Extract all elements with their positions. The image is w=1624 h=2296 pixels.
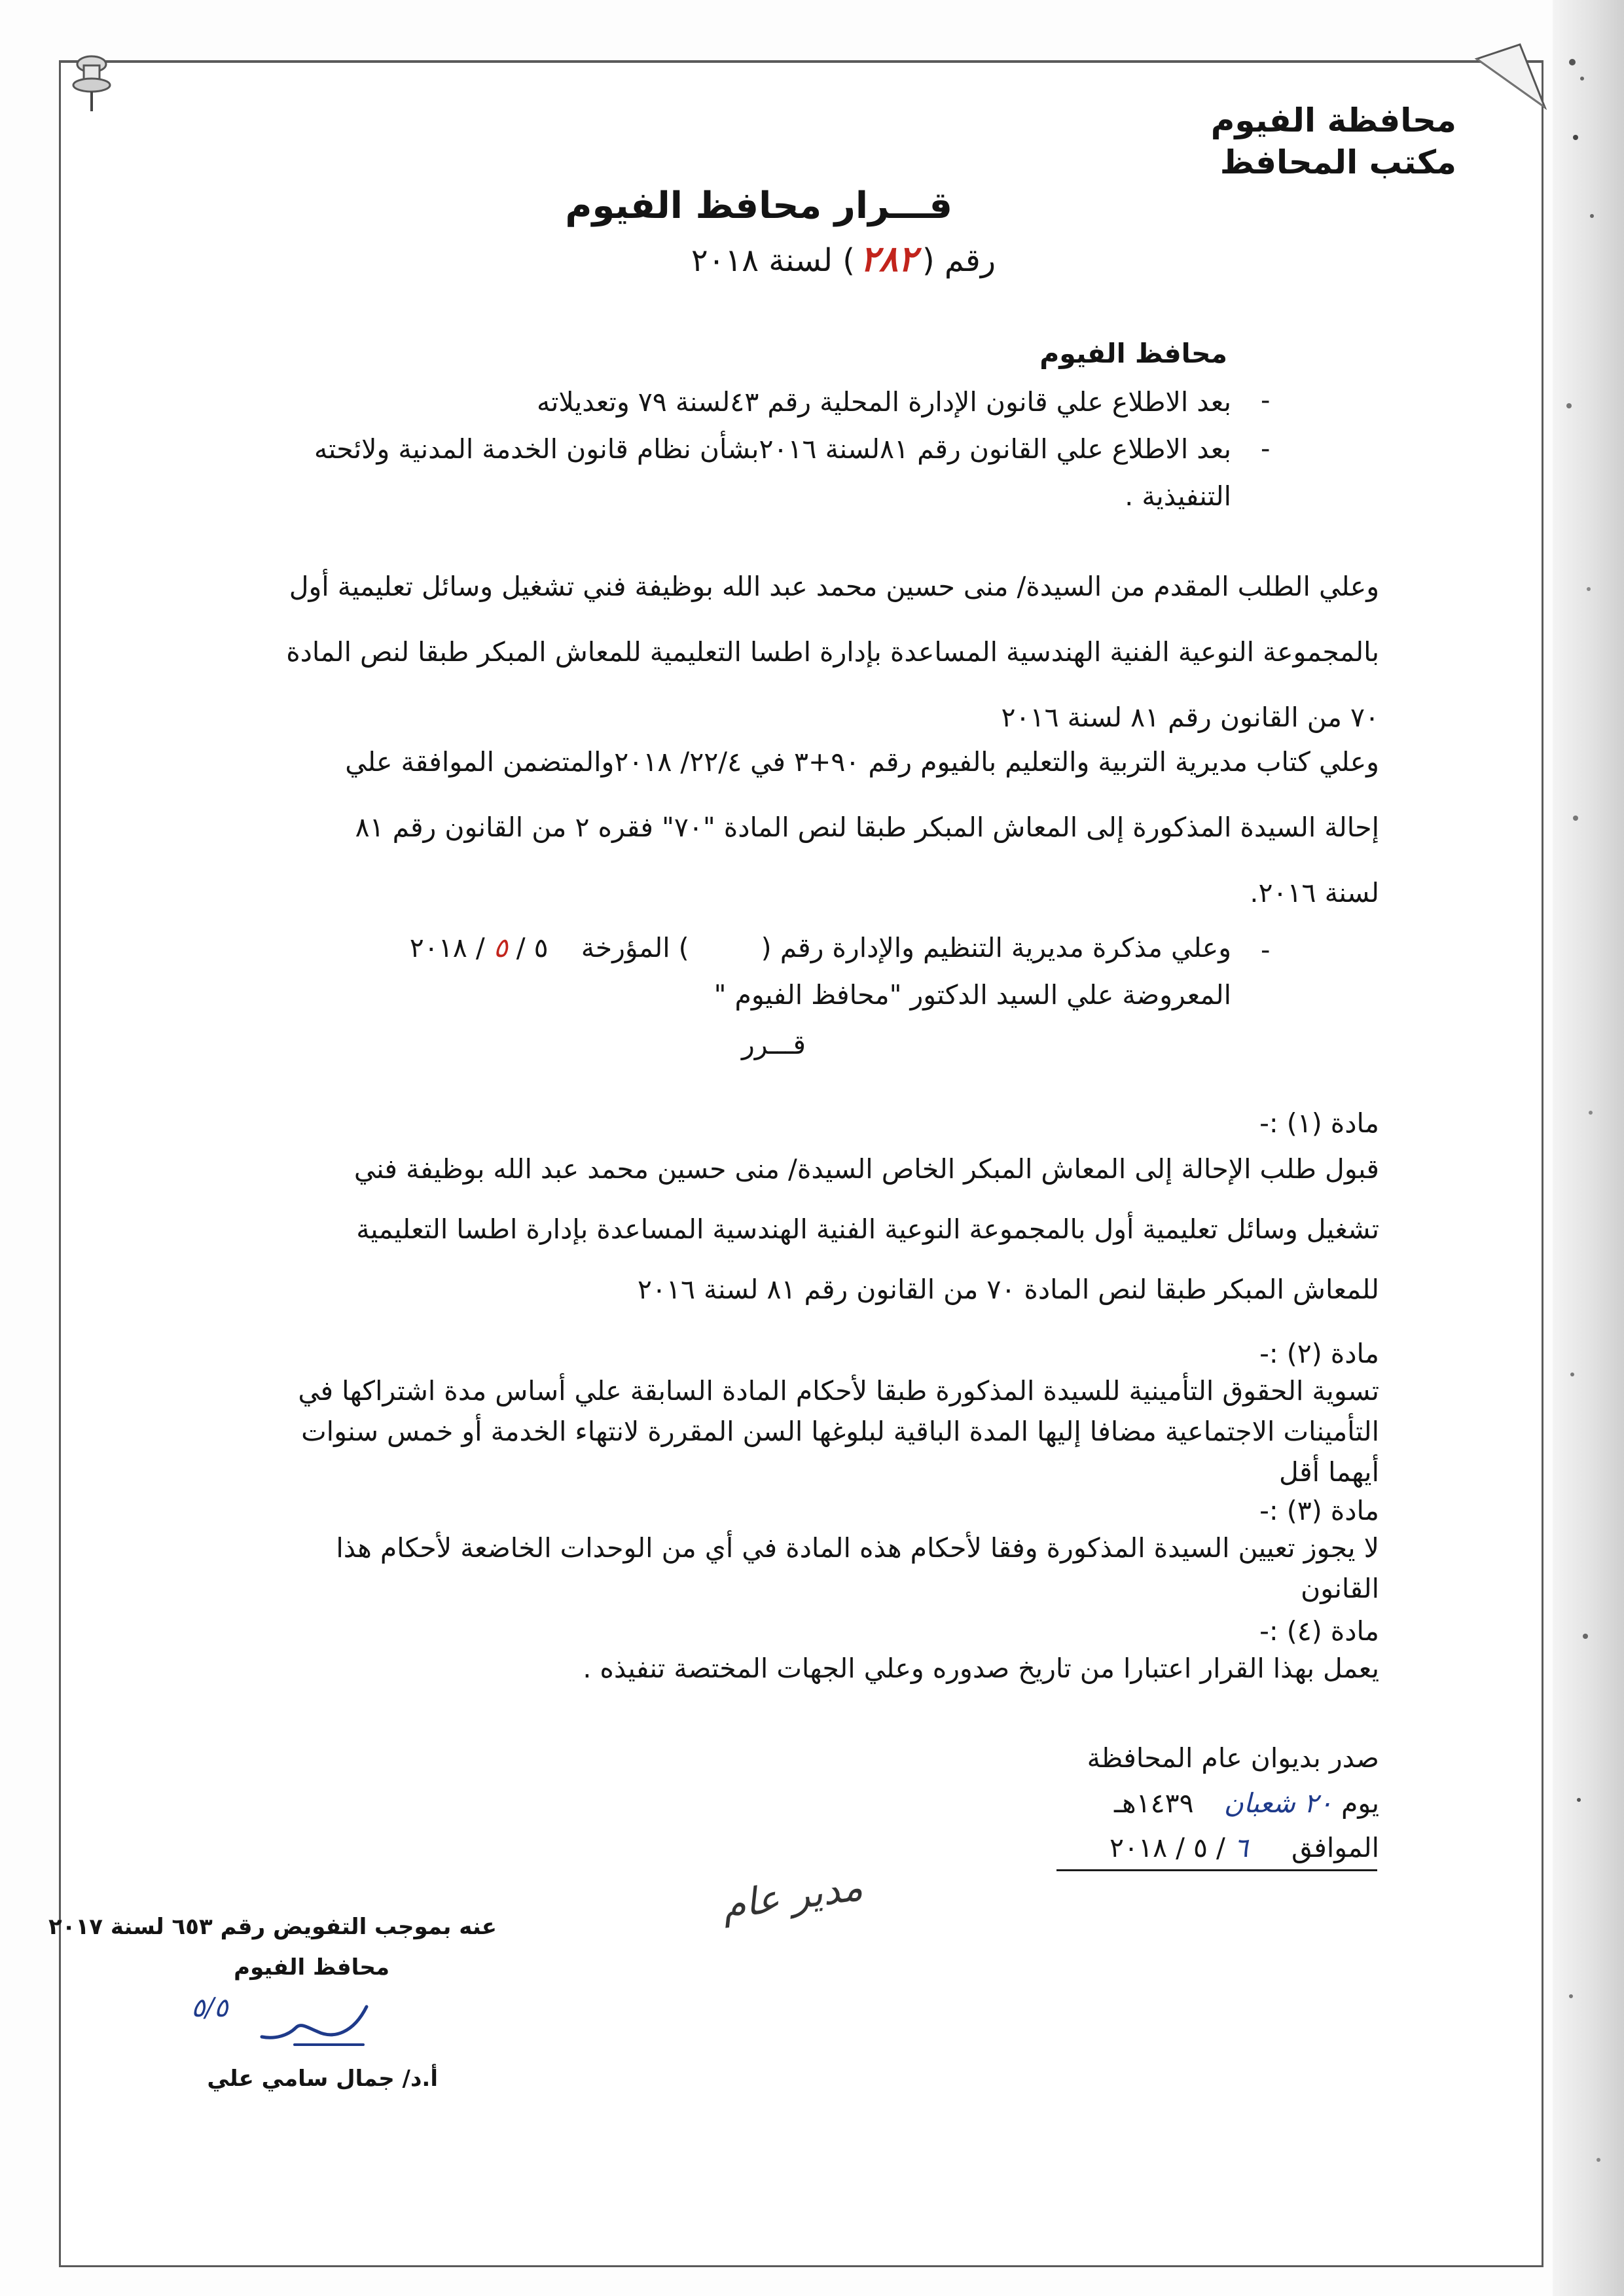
signature-delegation: عنه بموجب التفويض رقم ٦٥٣ لسنة ٢٠١٧ <box>48 1914 497 1940</box>
article-3-line-2: القانون <box>1301 1573 1379 1604</box>
office-header <box>1211 99 1456 183</box>
signature-date-handwritten: ٥/٥ <box>191 1993 228 2023</box>
pushpin-icon <box>63 50 119 113</box>
request-paragraph <box>286 554 1379 750</box>
governorate-name: محافظة الفيوم <box>1210 101 1456 139</box>
issuance-corresponding-label: الموافق <box>1291 1832 1379 1863</box>
preamble-heading: محافظ الفيوم <box>1039 338 1227 369</box>
article-2-body <box>298 1371 1379 1492</box>
article-1-heading: مادة (١) :- <box>1259 1107 1379 1139</box>
letter-paragraph <box>345 729 1379 925</box>
letter-line-2: إحالة السيدة المذكورة إلى المعاش المبكر طبقا لنص المادة "٧٠" فقره ٢ من القانون رقم ٨١ <box>355 812 1379 843</box>
bullet-dash: - <box>1261 434 1271 464</box>
decision-number-suffix: ) لسنة ٢٠١٨ <box>691 242 855 279</box>
article-4-line-1: يعمل بهذا القرار اعتبارا من تاريخ صدوره وعلي الجهات المختصة تنفيذه . <box>583 1653 1379 1684</box>
request-line-2: بالمجموعة النوعية الفنية الهندسية المساعدة بإدارة اطسا التعليمية للمعاش المبكر طبقا لنص المادة <box>286 636 1379 668</box>
issuance-gregorian-line <box>1110 1827 1379 1868</box>
article-2-heading: مادة (٢) :- <box>1259 1338 1379 1369</box>
decision-number-prefix: رقم ( <box>922 242 996 279</box>
article-3-heading: مادة (٣) :- <box>1259 1495 1379 1526</box>
issuance-underline <box>1056 1869 1377 1871</box>
handwritten-note: مدير عام <box>719 1864 865 1928</box>
memo-date-day: ٥ <box>533 932 549 963</box>
issuance-day-line <box>1114 1783 1379 1823</box>
signatory-name: أ.د/ جمال سامي علي <box>207 2066 438 2092</box>
issuance-day-label: يوم <box>1341 1787 1379 1819</box>
article-1-line-2: تشغيل وسائل تعليمية أول بالمجموعة النوعية الفنية الهندسية المساعدة بإدارة اطسا التعليمية <box>356 1213 1379 1245</box>
request-line-1: وعلي الطلب المقدم من السيدة/ منى حسين محمد عبد الله بوظيفة فني تشغيل وسائل تعليمية أول <box>289 571 1379 602</box>
memo-line-1: وعلي مذكرة مديرية التنظيم والإدارة رقم () المؤرخة ٥ / ٥ / ٢٠١٨ <box>409 932 1231 963</box>
memo-date-month-handwritten: ٥ <box>493 932 508 963</box>
issuance-gregorian-date: / ٥ / ٢٠١٨ <box>1110 1832 1225 1863</box>
decides-heading: قـــرر <box>741 1029 806 1060</box>
decision-title: قـــرار محافظ الفيوم <box>565 185 952 227</box>
memo-date-year: / ٢٠١٨ <box>409 932 485 963</box>
article-1-body <box>354 1139 1379 1319</box>
article-4-body <box>583 1648 1379 1689</box>
folded-corner-icon <box>1474 39 1547 111</box>
office-name: مكتب المحافظ <box>1219 143 1456 181</box>
article-1-line-3: للمعاش المبكر طبقا لنص المادة ٧٠ من القانون رقم ٨١ لسنة ٢٠١٦ <box>637 1274 1379 1305</box>
issuance-gregorian-day-handwritten: ٦ <box>1233 1832 1248 1863</box>
request-line-3: ٧٠ من القانون رقم ٨١ لسنة ٢٠١٦ <box>1001 702 1379 733</box>
bullet-dash: - <box>1261 386 1271 416</box>
article-2-line-1: تسوية الحقوق التأمينية للسيدة المذكورة طبقا لأحكام المادة السابقة علي أساس مدة اشتراكها في <box>298 1375 1379 1407</box>
letter-line-1: وعلي كتاب مديرية التربية والتعليم بالفيوم رقم ٩٠+٣ في ٢٢/٤/ ٢٠١٨والمتضمن الموافقة علي <box>345 746 1379 778</box>
signature-title: محافظ الفيوم <box>234 1954 389 1981</box>
signature-scribble-icon <box>255 1994 373 2053</box>
preamble-item-1: بعد الاطلاع علي قانون الإدارة المحلية رقم ٤٣لسنة ٧٩ وتعديلاته <box>536 386 1231 418</box>
issuance-day-handwritten: ٢٠ شعبان <box>1223 1787 1333 1819</box>
article-4-heading: مادة (٤) :- <box>1259 1615 1379 1647</box>
issuance-place: صدر بديوان عام المحافظة <box>1087 1742 1379 1774</box>
scan-edge-shadow <box>1553 0 1624 2296</box>
decision-number-line <box>691 238 996 281</box>
bullet-dash: - <box>1261 935 1271 965</box>
article-3-body <box>336 1528 1379 1609</box>
issuance-hijri-year: ١٤٣٩هـ <box>1113 1787 1194 1819</box>
article-3-line-1: لا يجوز تعيين السيدة المذكورة وفقا لأحكام هذه المادة في أي من الوحدات الخاضعة لأحكام هذا <box>336 1532 1379 1564</box>
preamble-item-3: التنفيذية . <box>1125 480 1231 512</box>
article-2-line-2: التأمينات الاجتماعية مضافا إليها المدة الباقية لبلوغها السن المقررة لانتهاء الخدمة أو خمس سنوات <box>301 1416 1379 1447</box>
decision-number-handwritten: ٢٨٢ <box>859 238 917 279</box>
preamble-item-2: بعد الاطلاع علي القانون رقم ٨١لسنة ٢٠١٦بشأن نظام قانون الخدمة المدنية ولائحته <box>314 433 1231 465</box>
article-2-line-3: أيهما أقل <box>1279 1456 1379 1488</box>
memo-line-2: المعروضة علي السيد الدكتور "محافظ الفيوم " <box>713 979 1231 1011</box>
letter-line-3: لسنة ٢٠١٦. <box>1250 877 1379 908</box>
memo-text-b: ) المؤرخة <box>581 932 689 963</box>
memo-text-a: وعلي مذكرة مديرية التنظيم والإدارة رقم ( <box>761 932 1231 963</box>
article-1-line-1: قبول طلب الإحالة إلى المعاش المبكر الخاص السيدة/ منى حسين محمد عبد الله بوظيفة فني <box>353 1153 1379 1185</box>
